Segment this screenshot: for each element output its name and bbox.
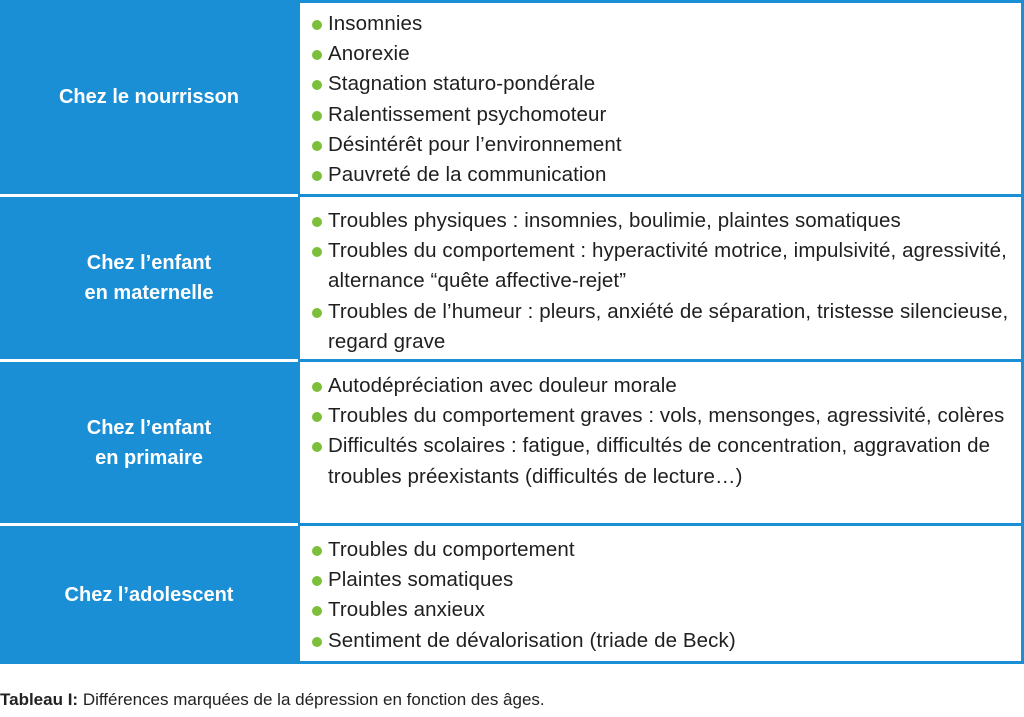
symptom-list <box>312 9 1013 190</box>
caption-label: Tableau I: <box>0 690 79 709</box>
age-label: Chez le nourrisson <box>58 86 240 108</box>
age-cell-adolescent <box>0 526 298 664</box>
list-item: Autodépréciation avec douleur morale <box>312 371 1013 401</box>
caption-text: Différences marquées de la dépression en fonction des âges. <box>78 690 545 709</box>
list-item: Troubles du comportement <box>312 535 1013 565</box>
list-item: Désintérêt pour l’environnement <box>312 130 1013 160</box>
age-cell-maternelle <box>0 197 298 362</box>
symptoms-cell-maternelle <box>298 197 1024 362</box>
list-item: Troubles anxieux <box>312 595 1013 625</box>
age-label: Chez l’adolescent <box>64 584 234 606</box>
list-item: Troubles du comportement : hyperactivité motrice, impulsivité, agressivité, alternance “quête affective-rejet” <box>312 236 1013 296</box>
list-item: Ralentissement psychomoteur <box>312 100 1013 130</box>
symptoms-cell-nourrisson <box>298 0 1024 197</box>
list-item: Difficultés scolaires : fatigue, difficultés de concentration, aggravation de troubles préexistants (difficultés de lecture…) <box>312 431 1013 491</box>
list-item: Anorexie <box>312 39 1013 69</box>
age-label: Chez l’enfant en primaire <box>86 416 212 469</box>
list-item: Insomnies <box>312 9 1013 39</box>
list-item: Sentiment de dévalorisation (triade de Beck) <box>312 626 1013 656</box>
list-item: Troubles de l’humeur : pleurs, anxiété de séparation, tristesse silencieuse, regard grave <box>312 297 1013 357</box>
symptoms-cell-primaire <box>298 362 1024 526</box>
symptom-list <box>312 206 1013 357</box>
age-label: Chez l’enfant en maternelle <box>84 252 214 304</box>
age-cell-primaire <box>0 362 298 526</box>
list-item: Troubles physiques : insomnies, boulimie, plaintes somatiques <box>312 206 1013 236</box>
age-cell-nourrisson <box>0 0 298 197</box>
list-item: Troubles du comportement graves : vols, mensonges, agressivité, colères <box>312 401 1013 431</box>
symptom-list <box>312 371 1013 492</box>
list-item: Pauvreté de la communication <box>312 160 1013 190</box>
list-item: Plaintes somatiques <box>312 565 1013 595</box>
symptoms-cell-adolescent <box>298 526 1024 664</box>
symptom-list <box>312 535 1013 656</box>
list-item: Stagnation staturo-pondérale <box>312 69 1013 99</box>
table-caption <box>0 690 545 710</box>
